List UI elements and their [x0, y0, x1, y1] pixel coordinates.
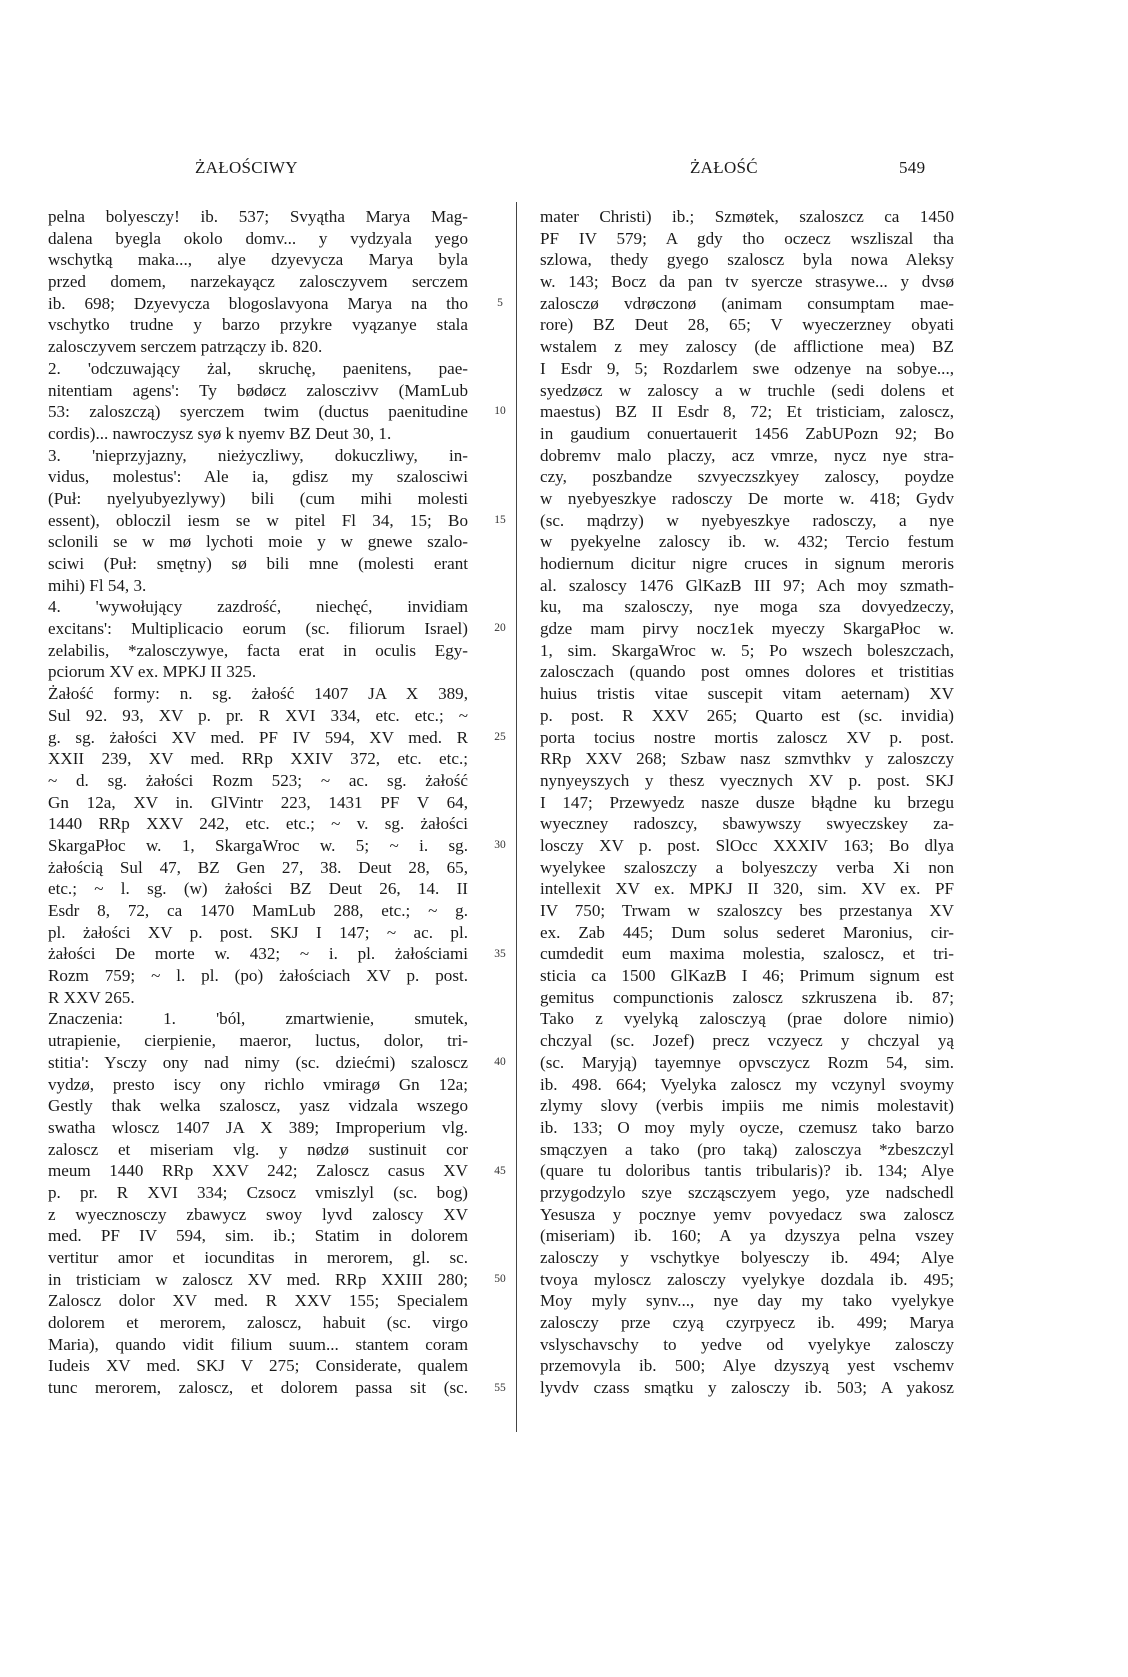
text-line: essent), obloczil iesm se w pitel Fl 34, 15; Bo: [48, 510, 468, 530]
text-line: w. 143; Bocz da pan tv syercze strasywe... y dvsø: [540, 272, 954, 292]
text-line: porta tocius nostre mortis zaloscz XV p. post.: [540, 727, 954, 747]
text-line: 1440 RRp XXV 242, etc. etc.; ~ v. sg. żałości: [48, 814, 468, 834]
text-line: pciorum XV ex. MPKJ II 325.: [48, 662, 257, 682]
text-line: dalena byegla okolo domv... y vydzyala yego: [48, 228, 468, 248]
text-line: Znaczenia: 1. 'ból, zmartwienie, smutek,: [48, 1009, 468, 1029]
text-line: utrapienie, cierpienie, maeror, luctus, dolor, tri-: [48, 1031, 468, 1051]
text-line: gdze mam pirvy nocz1ek myeczy SkargaPłoc w.: [540, 619, 954, 639]
text-line: med. PF IV 594, sim. ib.; Statim in dolorem: [48, 1226, 468, 1246]
text-line: maestus) BZ II Esdr 8, 72; Et tristiciam, zaloscz,: [540, 402, 954, 422]
line-number: 45: [494, 1164, 506, 1177]
running-head-right: ŻAŁOŚĆ: [690, 158, 758, 177]
text-line: chczyal (sc. Jozef) precz vczyecz y chczyal yą: [540, 1031, 954, 1051]
line-number: 25: [494, 730, 506, 743]
text-line: szlowa, thedy gyego szaloscz byla nowa Aleksy: [540, 250, 954, 270]
text-line: intellexit XV ex. MPKJ II 320, sim. XV ex. PF: [540, 879, 954, 899]
text-line: nitentiam agens': Ty bødøcz zalosczivv (MamLub: [48, 380, 468, 400]
text-line: z wyecznosczy zbawycz swoy lyvd zaloscy XV: [48, 1204, 468, 1224]
text-line: huius tristis vitae suscepit vitam aeternam) XV: [540, 684, 954, 704]
text-line: al. szaloscy 1476 GlKazB III 97; Ach moy szmath-: [540, 575, 954, 595]
text-line: zalosczyvem serczem patrzączy ib. 820.: [48, 337, 323, 357]
text-line: 3. 'nieprzyjazny, nieżyczliwy, dokuczliwy, in-: [48, 445, 468, 465]
text-line: cumdedit eum maxima molestia, szaloscz, et tri-: [540, 944, 954, 964]
text-line: przemovyla ib. 500; Alye dzyszyą yest vschemv: [540, 1356, 954, 1376]
text-line: Rozm 759; ~ l. pl. (po) żałościach XV p. post.: [48, 966, 468, 986]
text-line: Sul 92. 93, XV p. pr. R XVI 334, etc. etc.; ~: [48, 705, 468, 725]
text-line: Zaloscz dolor XV med. R XXV 155; Specialem: [48, 1291, 468, 1311]
page-number: 549: [899, 158, 926, 177]
text-line: stitia': Ysczy ony nad nimy (sc. dziećmi) szaloscz: [48, 1052, 468, 1072]
text-line: R XXV 265.: [48, 987, 135, 1007]
text-line: sciwi (Puł: smętny) sø bili mne (molesti erant: [48, 554, 468, 573]
text-line: ex. Zab 445; Dum solus sederet Maronius, cir-: [540, 922, 954, 942]
text-line: Esdr 8, 72, ca 1470 MamLub 288, etc.; ~ g.: [48, 901, 468, 920]
text-line: Gn 12a, XV in. GlVintr 223, 1431 PF V 64,: [48, 792, 468, 812]
text-line: vertitur amor et iocunditas in merorem, gl. sc.: [48, 1248, 468, 1267]
text-line: wschytką maka..., alye dzyevycza Marya byla: [48, 250, 468, 270]
text-line: mater Christi) ib.; Szmøtek, szaloszcz ca 1450: [540, 207, 954, 226]
text-line: w pyekyelne zaloscy ib. w. 432; Tercio festum: [540, 532, 954, 552]
text-line: zlymy slovy (verbis impiis me nimis molestavit): [540, 1096, 954, 1116]
text-line: vidus, molestus': Ale ia, gdisz my szalosciwi: [48, 467, 468, 487]
text-line: zalosczø vdrøczonø (animam consumptam mae-: [540, 293, 954, 313]
text-line: dobremv malo placzy, acz vmrze, nycz nye stra-: [540, 445, 954, 465]
text-line: 53: zaloszczą) syerczem twim (ductus paenitudine: [48, 402, 468, 422]
text-line: IV 750; Trwam w szaloszcy bes przestanya XV: [540, 901, 954, 920]
text-line: (sc. Maryją) tayemnye opvsczycz Rozm 54, sim.: [540, 1052, 954, 1072]
text-line: vslyschavschy to yedve od vyelykye zalosczy: [540, 1334, 954, 1354]
text-line: RRp XXV 268; Szbaw nasz szmvthkv y zaloszczy: [540, 749, 954, 769]
line-number: 55: [494, 1381, 506, 1394]
text-line: I Esdr 9, 5; Rozdarlem swe odzenye na sobye...,: [540, 358, 954, 378]
column-divider: [516, 202, 517, 1432]
text-line: rore) BZ Deut 28, 65; V wyeczerzney obyati: [540, 315, 954, 335]
text-line: nynyeyszych y thesz vyecznych XV p. post. SKJ: [540, 770, 954, 790]
line-number: 50: [494, 1273, 506, 1286]
text-line: Moy myly synv..., nye day my tako vyelykye: [540, 1291, 954, 1311]
line-number: 15: [494, 513, 506, 526]
text-line: p. pr. R XVI 334; Czsocz vmiszlyl (sc. bog): [48, 1182, 468, 1202]
line-number: 20: [494, 622, 506, 635]
text-line: ~ d. sg. żałości Rozm 523; ~ ac. sg. żałość: [48, 770, 468, 790]
text-line: in gaudium conuertauerit 1456 ZabUPozn 92; Bo: [540, 423, 954, 443]
line-number: 40: [494, 1056, 506, 1069]
text-line: vydzø, presto iscy ony richlo vmiragø Gn 12a;: [48, 1074, 468, 1094]
text-line: Tako z vyelyką zalosczyą (prae dolore nimio): [540, 1009, 954, 1029]
text-line: in tristiciam w zaloscz XV med. RRp XXIII 280;: [48, 1269, 468, 1289]
text-line: (Puł: nyelyubyezlywy) bili (cum mihi molesti: [48, 488, 468, 508]
text-line: excitans': Multiplicacio eorum (sc. filiorum Israel): [48, 619, 468, 639]
text-line: czy, poszbandze szvyeczszkyey zaloscy, poydze: [540, 467, 954, 487]
text-line: 1, sim. SkargaWroc w. 5; Po wszech boleszczach,: [540, 640, 954, 660]
text-line: przed domem, narzekayącz zalosczyvem serczem: [48, 272, 468, 292]
text-line: 4. 'wywołujący zazdrość, niechęć, invidiam: [48, 597, 468, 617]
text-line: wyelykee szaloszczy a bolyeszczy verba Xi non: [540, 857, 954, 877]
text-line: ib. 133; O moy myly oycze, czemusz tako barzo: [540, 1117, 954, 1137]
text-line: żałością Sul 47, BZ Gen 27, 38. Deut 28, 65,: [48, 857, 468, 877]
text-line: (sc. mądrzy) w nyebyeszkye radosczy, a nye: [540, 510, 954, 530]
right-column: [540, 206, 954, 1399]
text-line: przygodzylo szye szcząsczyem yego, yze nadschedl: [540, 1182, 954, 1202]
text-line: zalosczy prze czyą czyrpyecz ib. 499; Marya: [540, 1313, 954, 1333]
text-line: tunc merorem, zaloscz, et dolorem passa sit (sc.: [48, 1378, 468, 1398]
line-number: 30: [494, 839, 506, 852]
text-line: I 147; Przewyedz nasze dusze błądne ku brzegu: [540, 792, 954, 812]
left-column: [48, 206, 468, 1399]
text-line: w nyebyeszkye radosczy De morte w. 418; Gydv: [540, 488, 954, 508]
text-line: wstalem z mey zaloscy (de afflictione mea) BZ: [540, 337, 954, 357]
line-number: 5: [497, 296, 503, 309]
text-line: Gestly thak welka szaloscz, yasz vidzala wszego: [48, 1096, 468, 1116]
text-line: Iudeis XV med. SKJ V 275; Considerate, qualem: [48, 1356, 468, 1376]
text-line: Żałość formy: n. sg. żałość 1407 JA X 389,: [48, 684, 468, 704]
text-line: g. sg. żałości XV med. PF IV 594, XV med. R: [48, 727, 468, 747]
text-line: sticia ca 1500 GlKazB I 46; Primum signum est: [540, 966, 954, 986]
text-line: smączyen a tako (pro taką) zalosczya *zbeszczyl: [540, 1139, 954, 1159]
text-line: (quare tu doloribus tantis tribularis)? ib. 134; Alye: [540, 1161, 954, 1181]
text-line: 2. 'odczuwający żal, skruchę, paenitens, pae-: [48, 358, 468, 378]
text-line: p. post. R XXV 265; Quarto est (sc. invidia): [540, 705, 954, 725]
text-line: pl. żałości XV p. post. SKJ I 147; ~ ac. pl.: [48, 922, 468, 942]
text-line: ib. 498. 664; Vyelyka zaloscz my vczynyl svoymy: [540, 1074, 954, 1094]
text-line: gemitus compunctionis zaloscz szkruszena ib. 87;: [540, 987, 954, 1007]
text-line: tvoya myloscz zalosczy vyelykye dozdala ib. 495;: [540, 1269, 954, 1289]
text-line: zaloscz et miseriam vlg. y nødzø sustinuit cor: [48, 1139, 468, 1159]
line-number: 10: [494, 405, 506, 418]
text-line: sclonili se w mø lychoti moie y w gnewe szalo-: [48, 532, 468, 552]
text-line: losczy XV p. post. SlOcc XXXIV 163; Bo dlya: [540, 835, 954, 855]
text-line: PF IV 579; A gdy tho oczecz wszliszal tha: [540, 228, 954, 248]
text-line: lyvdv czass smątku y zalosczy ib. 503; A yakosz: [540, 1378, 954, 1398]
text-line: (miseriam) ib. 160; A ya dzyszya pelna vszey: [540, 1226, 954, 1246]
text-line: zelabilis, *zalosczywye, facta erat in oculis Egy-: [48, 640, 468, 660]
text-line: hodiernum dicitur nigre cruces in signum meroris: [540, 554, 954, 573]
text-line: zalosczy y vschytkye bolyesczy ib. 494; Alye: [540, 1248, 954, 1267]
text-line: cordis)... nawroczysz syø k nyemv BZ Deut 30, 1.: [48, 423, 392, 443]
text-line: vschytko trudne y barzo przykre vyązanye stala: [48, 315, 468, 335]
running-head-left: ŻAŁOŚCIWY: [195, 158, 298, 177]
line-number: 35: [494, 947, 506, 960]
text-line: etc.; ~ l. sg. (w) żałości BZ Deut 26, 14. II: [48, 879, 468, 899]
text-line: pelna bolyesczy! ib. 537; Svyątha Marya Mag-: [48, 207, 468, 226]
text-line: Maria), quando vidit filium suum... stantem coram: [48, 1334, 468, 1354]
text-line: wyeczney radoszcy, sbawywszy swyeczskey za-: [540, 814, 954, 834]
text-line: swatha wloscz 1407 JA X 389; Improperium vlg.: [48, 1117, 468, 1137]
text-line: ku, ma szalosczy, nye moga sza dovyedzeczy,: [540, 597, 954, 617]
text-line: mihi) Fl 54, 3.: [48, 575, 147, 595]
text-line: dolorem et merorem, zaloscz, habuit (sc. virgo: [48, 1313, 468, 1333]
text-line: syedzøcz w zaloscy a w truchle (sedi dolens et: [540, 380, 954, 400]
text-line: zalosczach (quando post omnes dolores et tristitias: [540, 662, 954, 682]
text-line: XXII 239, XV med. RRp XXIV 372, etc. etc.;: [48, 749, 468, 769]
text-line: SkargaPłoc w. 1, SkargaWroc w. 5; ~ i. sg.: [48, 835, 468, 855]
text-line: Yesusza y pocznye yemv povyedacz swa zaloscz: [540, 1204, 954, 1224]
text-line: żałości De morte w. 432; ~ i. pl. żałościami: [48, 944, 468, 964]
text-line: meum 1440 RRp XXV 242; Zaloscz casus XV: [48, 1161, 468, 1181]
text-line: ib. 698; Dzyevycza blogoslavyona Marya na tho: [48, 293, 468, 313]
